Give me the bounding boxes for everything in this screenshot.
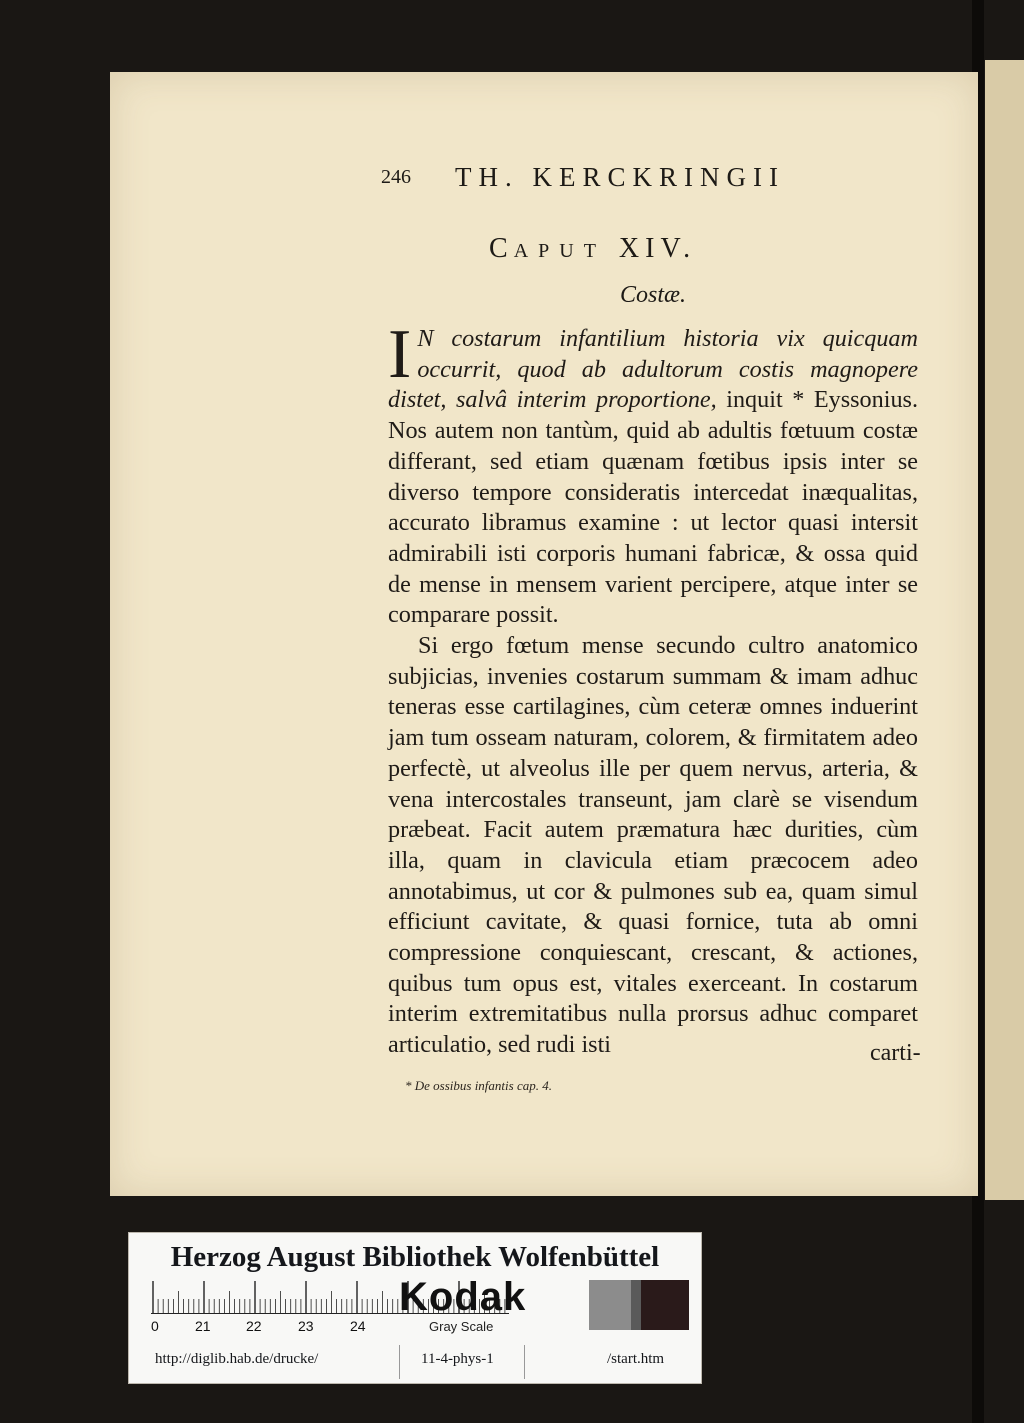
gray-swatches [589, 1280, 689, 1330]
chapter-heading-cap: C [489, 233, 514, 264]
chapter-number: XIV. [618, 233, 697, 264]
library-color-bar [128, 1232, 702, 1384]
chapter-subject: Costæ. [620, 282, 687, 308]
running-title: TH. KERCKRINGII [455, 162, 785, 192]
ruler-label: 23 [298, 1318, 314, 1334]
ruler-label: 21 [195, 1318, 211, 1334]
chapter-heading-small: APUT [513, 240, 606, 262]
library-name: Herzog August Bibliothek Wolfenbüttel [170, 1241, 660, 1273]
ruler-label: 0 [151, 1318, 159, 1334]
gray-scale-label: Gray Scale [429, 1319, 494, 1334]
url-row [129, 1351, 701, 1375]
facing-page-edge [985, 60, 1024, 1200]
paragraph-1-text: inquit * Eyssonius. Nos autem non tantùm, quid ab adultis fœtuum costæ differant, sed etiam quænam fœtibus ipsis inter se diverso tempore consideratis intercedat inæqualitas, accurato libramus examine : ut lector quasi intersit admirabili isti corporis humani fabricæ, & ossa quid de mense in mensem varient percipere, atque inter se comparare possit. [388, 386, 918, 629]
drop-cap: I [388, 316, 412, 393]
chapter-heading [489, 233, 696, 265]
kodak-logo: Kodak [399, 1275, 527, 1319]
ruler-label: 24 [350, 1318, 366, 1334]
paragraph-1 [388, 316, 918, 631]
shelfmark: 11-4-phys-1 [421, 1351, 494, 1367]
body-text [388, 316, 918, 1061]
footnote: * De ossibus infantis cap. 4. [405, 1078, 552, 1093]
page-header [381, 162, 861, 202]
catchword: carti- [870, 1040, 921, 1066]
page-number: 246 [381, 166, 411, 188]
ruler-label: 22 [246, 1318, 262, 1334]
paragraph-2: Si ergo fœtum mense secundo cultro anatomico subjicias, invenies costarum summam & imam adhuc teneras esse cartilagines, cùm ceteræ omnes induerint jam tum osseam naturam, colorem, & firmitatem adeo perfectè, ut alveolus ille per quem nervus, arteria, & vena intercostales transeunt, jam clarè se visendum præbeat. Facit autem præmatura hæc durities, cùm illa, quam in clavicula etiam præcocem adeo annotabimus, ut cor & pulmones sub ea, quam simul efficiunt cavitate, & quasi fornice, tuta ab omni compressione conquiescant, crescant, & actiones, quibus tum opus est, vitales exerceant. In costarum interim extremitatibus nulla prorsus adhuc comparet articulatio, sed rudi isti [388, 632, 918, 1059]
swatch-dark [641, 1280, 689, 1330]
start-link: /start.htm [607, 1351, 665, 1367]
swatch-mid [631, 1280, 641, 1330]
swatch-light [589, 1280, 631, 1330]
library-url: http://diglib.hab.de/drucke/ [155, 1351, 319, 1367]
quotation: N costarum infantilium historia vix quicquam occurrit, quod ab adultorum costis magnopere distet, salvâ interim proportione, [388, 325, 918, 414]
